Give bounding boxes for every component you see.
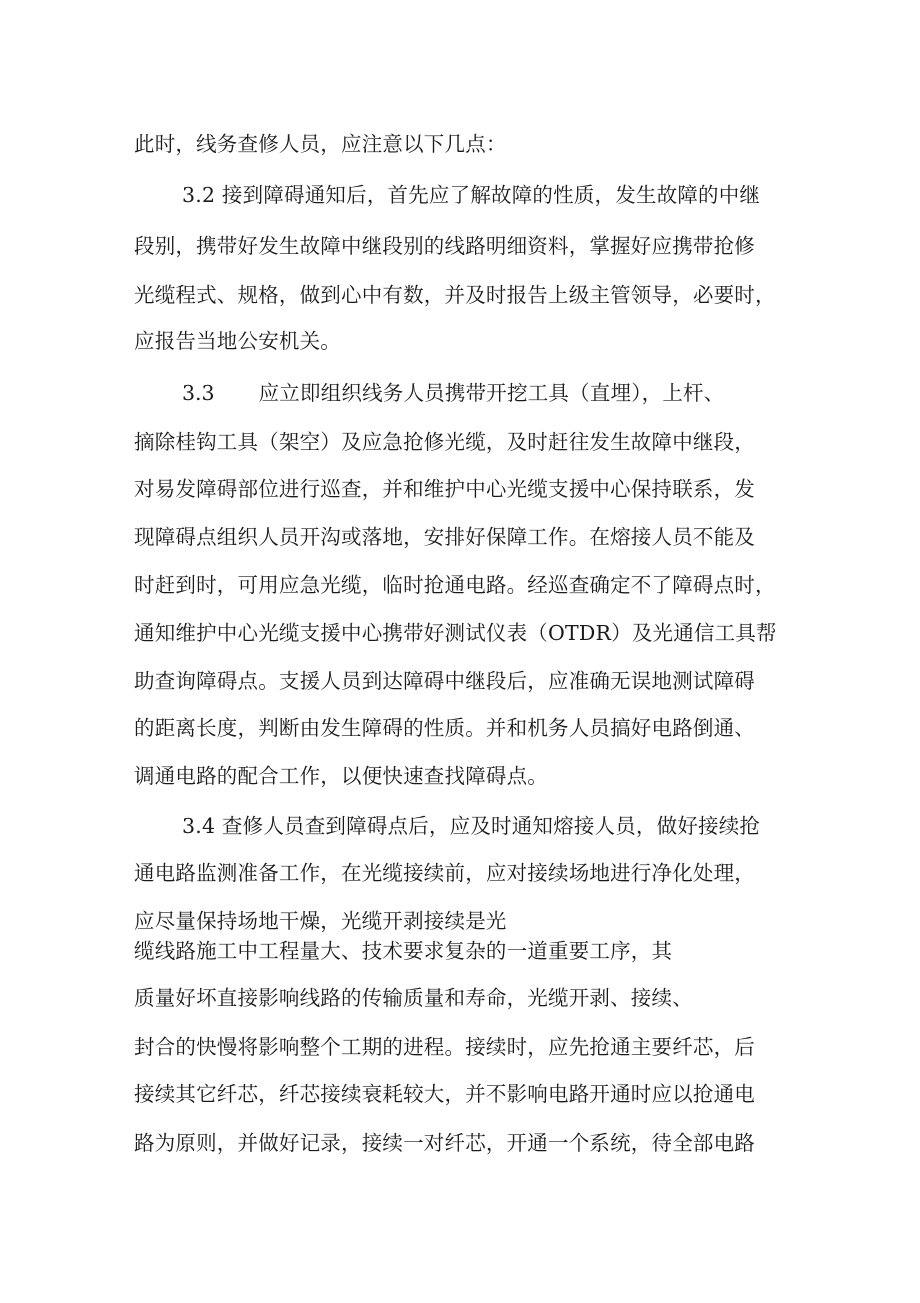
text-line: 摘除桂钩工具（架空）及应急抢修光缆，及时赶往发生故障中继段， — [134, 430, 755, 454]
text-line: 段别，携带好发生故障中继段别的线路明细资料，掌握好应携带抢修 — [134, 234, 755, 258]
text-line: 助查询障碍点。支援人员到达障碍中继段后，应准确无误地测试障碍 — [134, 669, 755, 693]
text-line: 对易发障碍部位进行巡查，并和维护中心光缆支援中心保持联系，发 — [134, 477, 755, 501]
text-line: 通知维护中心光缆支援中心携带好测试仪表（OTDR）及光通信工具帮 — [134, 621, 777, 645]
text-line: 路为原则，并做好记录，接续一对纤芯，开通一个系统，待全部电路 — [134, 1131, 755, 1155]
section-text: 应立即组织线务人员携带开挖工具（直埋），上杆、 — [258, 381, 725, 405]
text-line: 通电路监测准备工作，在光缆接续前，应对接续场地进行净化处理， — [134, 861, 755, 885]
text-line: 缆线路施工中工程量大、技术要求复杂的一道重要工序，其 — [134, 939, 673, 963]
text-line: 封合的快慢将影响整个工期的进程。接续时，应先抢通主要纤芯，后 — [134, 1035, 755, 1059]
text-line: 此时，线务查修人员，应注意以下几点： — [134, 132, 507, 156]
text-line: 应报告当地公安机关。 — [134, 329, 341, 353]
text-line: 时赶到时，可用应急光缆，临时抢通电路。经巡查确定不了障碍点时， — [134, 573, 776, 597]
text-line: 的距离长度，判断由发生障碍的性质。并和机务人员搞好电路倒通、 — [134, 716, 755, 740]
text-line: 调通电路的配合工作，以便快速查找障碍点。 — [134, 764, 548, 788]
text-line: 应尽量保持场地干燥，光缆开剥接续是光 — [134, 909, 507, 933]
text-line: 光缆程式、规格，做到心中有数，并及时报告上级主管领导，必要时， — [134, 283, 776, 307]
text-line: 接续其它纤芯，纤芯接续衰耗较大，并不影响电路开通时应以抢通电 — [134, 1082, 755, 1106]
section-label: 3.3 — [182, 381, 215, 405]
text-line: 质量好坏直接影响线路的传输质量和寿命，光缆开剥、接续、 — [134, 986, 693, 1010]
section-number — [182, 379, 724, 407]
text-line: 3.2 接到障碍通知后，首先应了解故障的性质，发生故障的中继 — [182, 183, 761, 207]
text-line: 现障碍点组织人员开沟或落地，安排好保障工作。在熔接人员不能及 — [134, 525, 755, 549]
text-line: 3.4 查修人员查到障碍点后，应及时通知熔接人员，做好接续抢 — [182, 814, 761, 838]
